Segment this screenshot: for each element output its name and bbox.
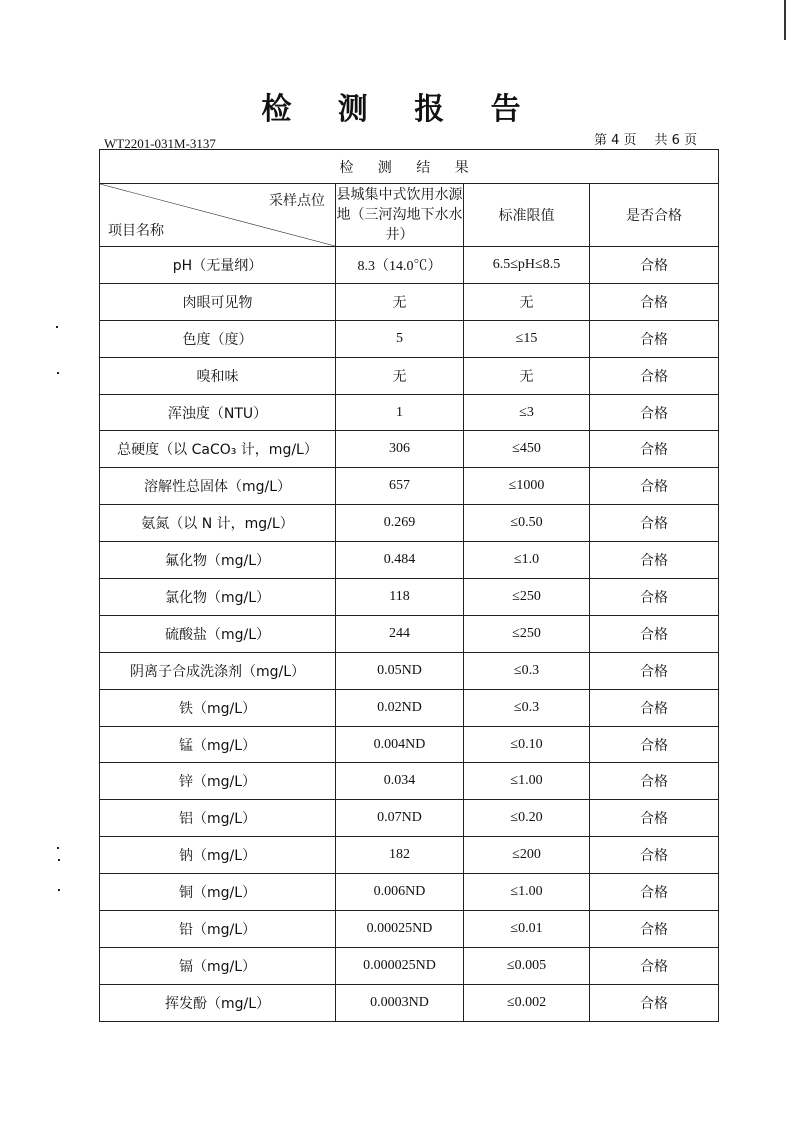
scan-edge-line <box>784 0 786 40</box>
item-name-cell: 镉（mg/L） <box>100 947 336 984</box>
scan-speck <box>58 859 60 861</box>
standard-limit-cell: ≤0.002 <box>464 984 590 1021</box>
scan-speck <box>58 889 60 891</box>
measured-value-cell: 0.269 <box>336 505 464 542</box>
item-name-cell: 铁（mg/L） <box>100 689 336 726</box>
standard-limit-cell: ≤1000 <box>464 468 590 505</box>
item-name-cell: 氨氮（以 N 计，mg/L） <box>100 505 336 542</box>
table-row <box>100 247 719 284</box>
item-name-cell: 铜（mg/L） <box>100 874 336 911</box>
pass-result-cell: 合格 <box>590 468 719 505</box>
item-name-cell: 锌（mg/L） <box>100 763 336 800</box>
pass-result-cell: 合格 <box>590 837 719 874</box>
standard-limit-cell: ≤250 <box>464 615 590 652</box>
table-row <box>100 874 719 911</box>
table-row <box>100 320 719 357</box>
pass-result-cell: 合格 <box>590 911 719 948</box>
pass-result-cell: 合格 <box>590 984 719 1021</box>
pass-result-cell: 合格 <box>590 689 719 726</box>
item-name-cell: 铅（mg/L） <box>100 911 336 948</box>
measured-value-cell: 0.0003ND <box>336 984 464 1021</box>
pass-result-cell: 合格 <box>590 505 719 542</box>
measured-value-cell: 306 <box>336 431 464 468</box>
standard-limit-cell: ≤450 <box>464 431 590 468</box>
header-row <box>100 184 719 247</box>
table-row <box>100 947 719 984</box>
total-pages: 共 6 页 <box>654 133 698 148</box>
measured-value-cell: 244 <box>336 615 464 652</box>
scan-speck <box>57 372 59 374</box>
sampling-point-label: 采样点位 <box>269 193 325 209</box>
item-name-cell: 肉眼可见物 <box>100 283 336 320</box>
pass-result-cell: 合格 <box>590 247 719 284</box>
table-row <box>100 763 719 800</box>
item-name-cell: 嗅和味 <box>100 357 336 394</box>
measured-value-cell: 1 <box>336 394 464 431</box>
table-row <box>100 579 719 616</box>
measured-value-cell: 5 <box>336 320 464 357</box>
table-row <box>100 542 719 579</box>
item-name-cell: 锰（mg/L） <box>100 726 336 763</box>
pass-result-cell: 合格 <box>590 579 719 616</box>
standard-limit-cell: ≤0.005 <box>464 947 590 984</box>
standard-limit-cell: 无 <box>464 357 590 394</box>
table-row <box>100 468 719 505</box>
standard-limit-cell: 无 <box>464 283 590 320</box>
pass-result-cell: 合格 <box>590 283 719 320</box>
item-name-cell: 钠（mg/L） <box>100 837 336 874</box>
pass-result-cell: 合格 <box>590 615 719 652</box>
item-name-cell: 铝（mg/L） <box>100 800 336 837</box>
item-name-cell: 浑浊度（NTU） <box>100 394 336 431</box>
pass-result-cell: 合格 <box>590 763 719 800</box>
measured-value-cell: 无 <box>336 357 464 394</box>
standard-limit-header: 标准限值 <box>464 184 590 247</box>
pass-result-cell: 合格 <box>590 542 719 579</box>
table-row <box>100 984 719 1021</box>
measured-value-cell: 0.484 <box>336 542 464 579</box>
standard-limit-cell: ≤1.00 <box>464 874 590 911</box>
measured-value-cell: 0.034 <box>336 763 464 800</box>
results-table <box>99 149 719 1022</box>
standard-limit-cell: ≤0.10 <box>464 726 590 763</box>
table-row <box>100 911 719 948</box>
pass-result-cell: 合格 <box>590 800 719 837</box>
table-row <box>100 652 719 689</box>
measured-value-cell: 0.05ND <box>336 652 464 689</box>
table-row <box>100 357 719 394</box>
standard-limit-cell: ≤200 <box>464 837 590 874</box>
pass-result-cell: 合格 <box>590 947 719 984</box>
item-name-label: 项目名称 <box>108 223 164 239</box>
measured-value-cell: 657 <box>336 468 464 505</box>
measured-value-cell: 无 <box>336 283 464 320</box>
item-name-cell: 色度（度） <box>100 320 336 357</box>
table-row <box>100 505 719 542</box>
standard-limit-cell: ≤0.01 <box>464 911 590 948</box>
table-row <box>100 283 719 320</box>
item-name-cell: 硫酸盐（mg/L） <box>100 615 336 652</box>
table-row <box>100 726 719 763</box>
measured-value-cell: 8.3（14.0℃） <box>336 247 464 284</box>
report-title: 检 测 报 告 <box>261 92 539 127</box>
pass-result-cell: 合格 <box>590 320 719 357</box>
standard-limit-cell: ≤1.00 <box>464 763 590 800</box>
standard-limit-cell: 6.5≤pH≤8.5 <box>464 247 590 284</box>
item-name-cell: 氟化物（mg/L） <box>100 542 336 579</box>
standard-limit-cell: ≤0.50 <box>464 505 590 542</box>
item-name-cell: 溶解性总固体（mg/L） <box>100 468 336 505</box>
standard-limit-cell: ≤3 <box>464 394 590 431</box>
pass-result-cell: 合格 <box>590 357 719 394</box>
pass-result-cell: 合格 <box>590 874 719 911</box>
scan-speck <box>57 847 59 849</box>
table-row <box>100 689 719 726</box>
table-row <box>100 394 719 431</box>
measured-value-cell: 0.006ND <box>336 874 464 911</box>
standard-limit-cell: ≤0.20 <box>464 800 590 837</box>
measured-value-cell: 0.07ND <box>336 800 464 837</box>
report-number: WT2201-031M-3137 <box>104 136 216 151</box>
table-row <box>100 615 719 652</box>
pass-result-cell: 合格 <box>590 431 719 468</box>
diagonal-header-cell <box>100 184 336 247</box>
pass-result-cell: 合格 <box>590 652 719 689</box>
standard-limit-cell: ≤1.0 <box>464 542 590 579</box>
measured-value-cell: 0.000025ND <box>336 947 464 984</box>
page-number: 第 4 页 <box>594 133 637 148</box>
standard-limit-cell: ≤250 <box>464 579 590 616</box>
item-name-cell: 氯化物（mg/L） <box>100 579 336 616</box>
sampling-site-header: 县城集中式饮用水源地（三河沟地下水水井） <box>336 184 464 247</box>
table-row <box>100 431 719 468</box>
standard-limit-cell: ≤15 <box>464 320 590 357</box>
table-row <box>100 837 719 874</box>
item-name-cell: 挥发酚（mg/L） <box>100 984 336 1021</box>
item-name-cell: 阴离子合成洗涤剂（mg/L） <box>100 652 336 689</box>
measured-value-cell: 0.02ND <box>336 689 464 726</box>
measured-value-cell: 0.004ND <box>336 726 464 763</box>
section-title: 检 测 结 果 <box>100 150 719 184</box>
measured-value-cell: 0.00025ND <box>336 911 464 948</box>
measured-value-cell: 118 <box>336 579 464 616</box>
standard-limit-cell: ≤0.3 <box>464 652 590 689</box>
standard-limit-cell: ≤0.3 <box>464 689 590 726</box>
page-indicator <box>594 129 697 148</box>
pass-header: 是否合格 <box>590 184 719 247</box>
item-name-cell: pH（无量纲） <box>100 247 336 284</box>
pass-result-cell: 合格 <box>590 394 719 431</box>
pass-result-cell: 合格 <box>590 726 719 763</box>
section-title-row <box>100 150 719 184</box>
scan-speck <box>56 326 58 328</box>
measured-value-cell: 182 <box>336 837 464 874</box>
table-row <box>100 800 719 837</box>
item-name-cell: 总硬度（以 CaCO₃ 计，mg/L） <box>100 431 336 468</box>
